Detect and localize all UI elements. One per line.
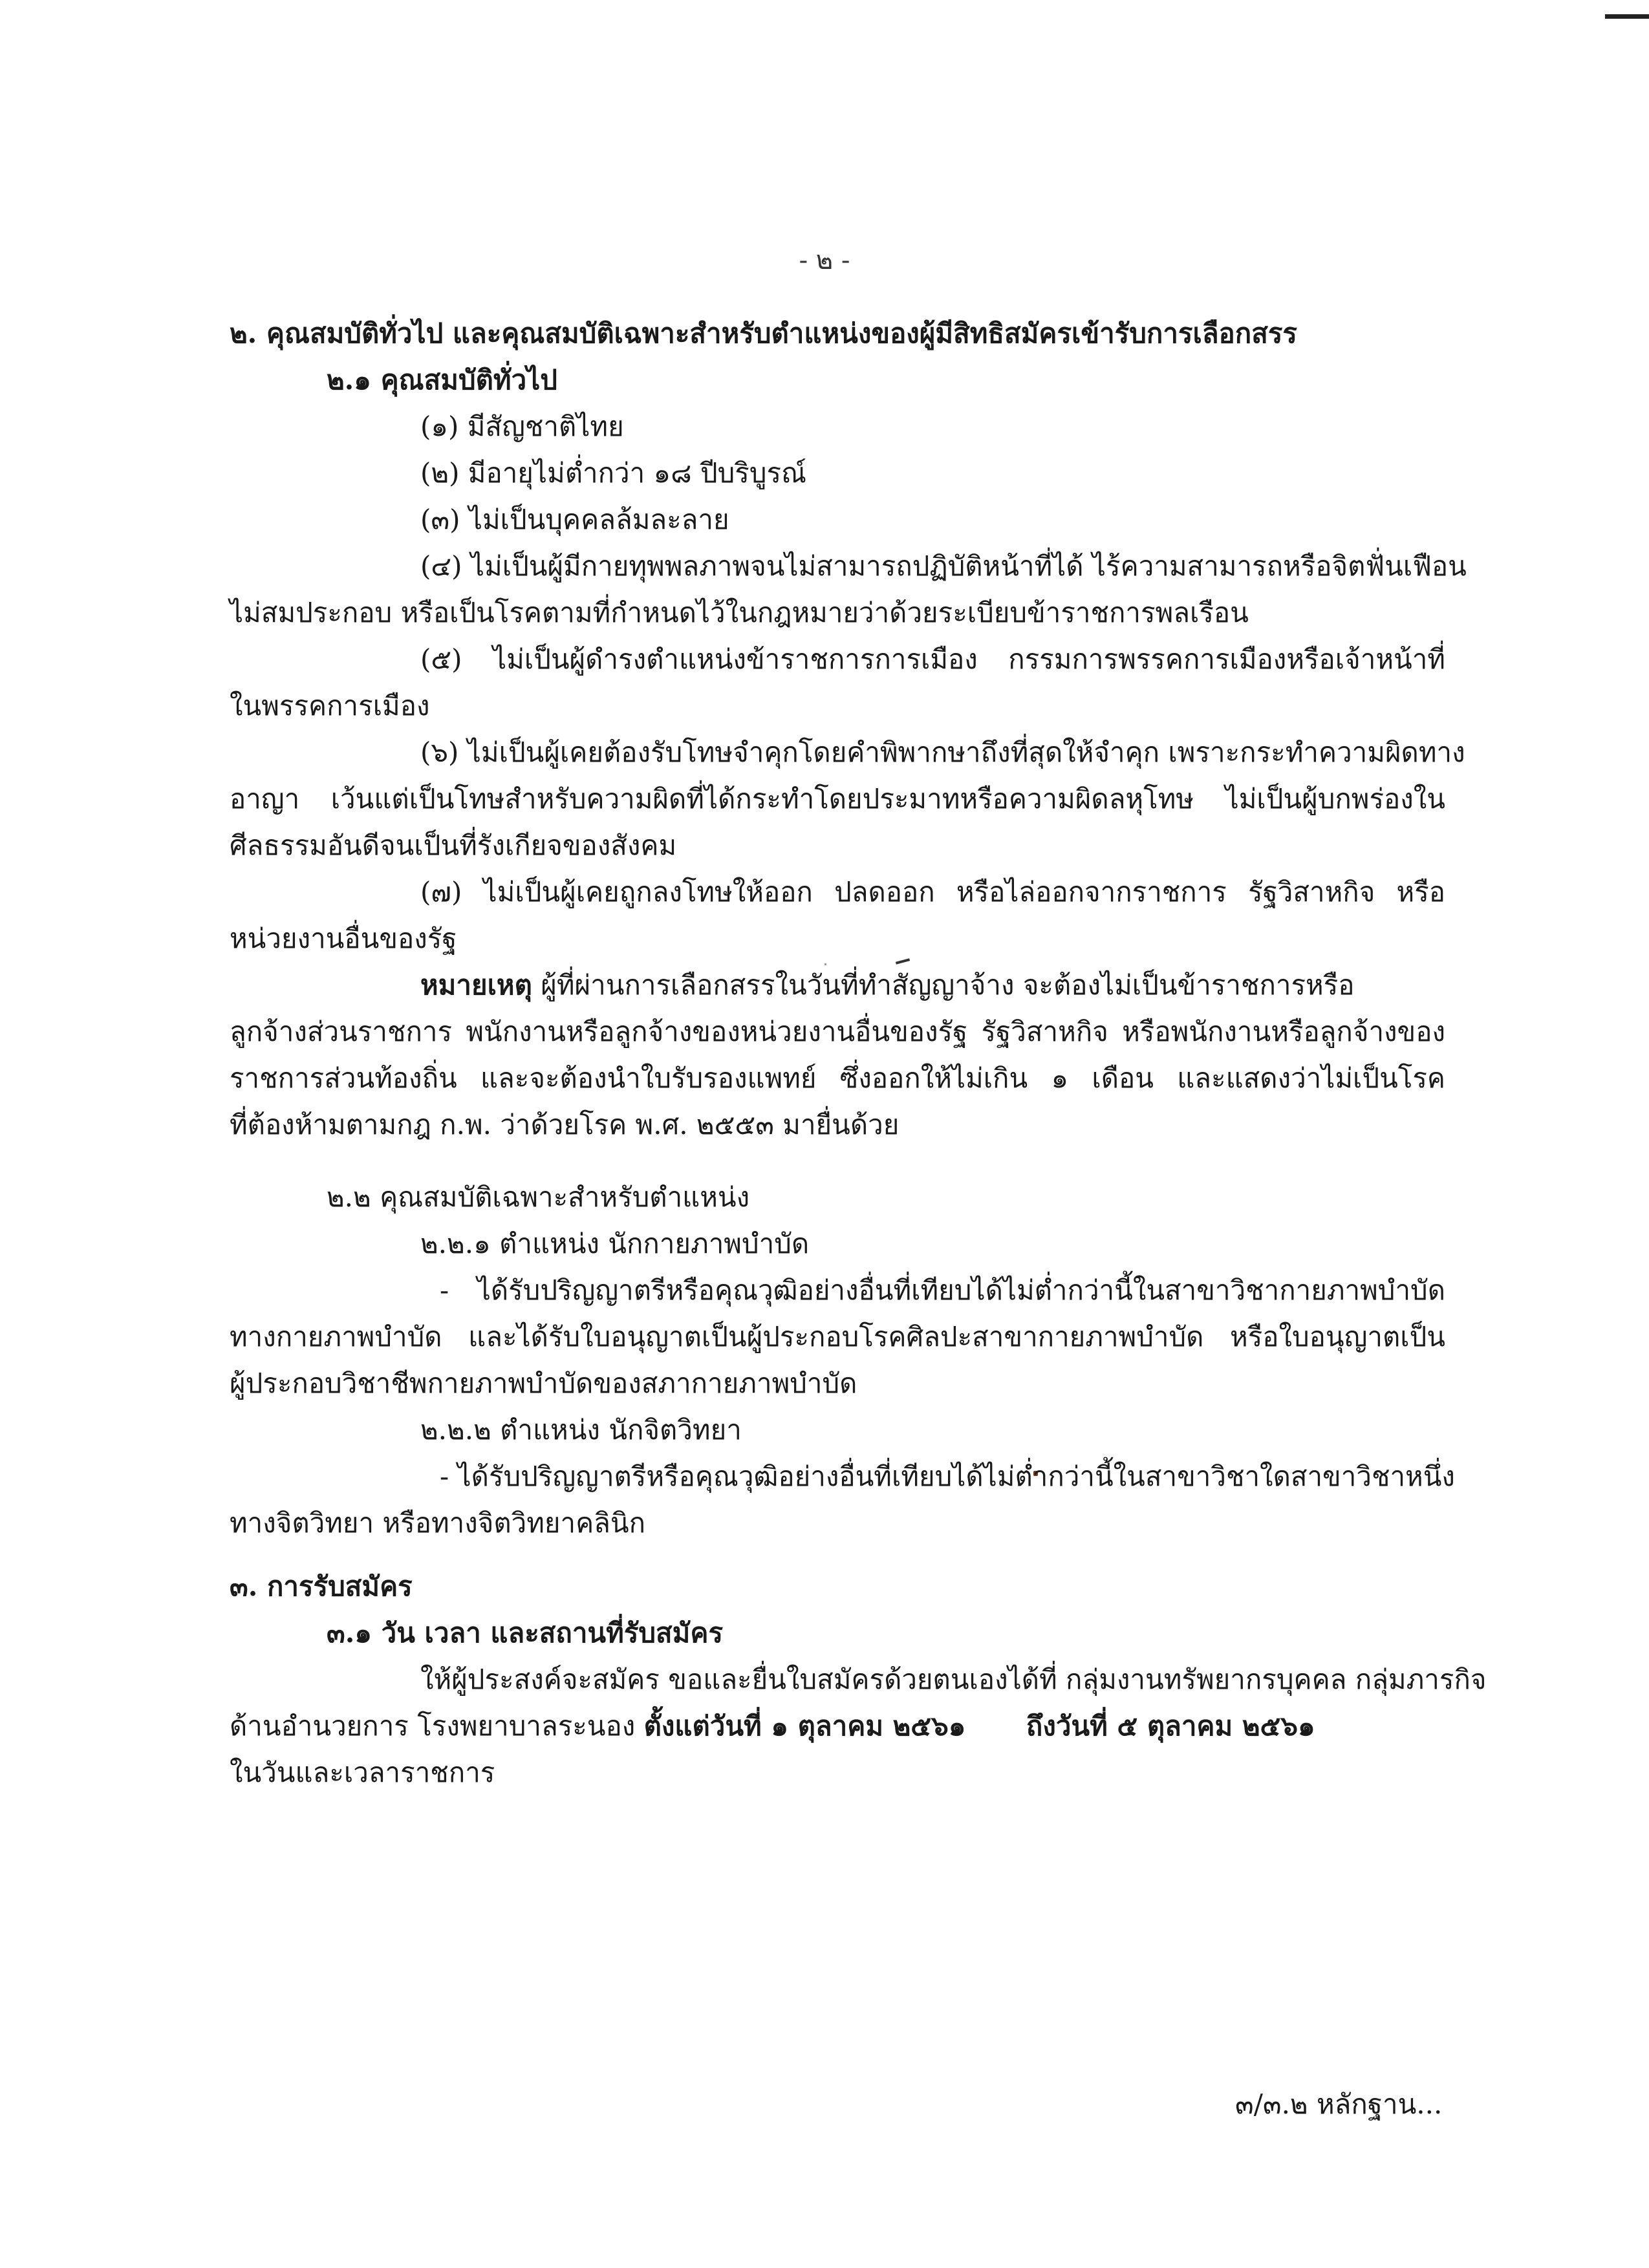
continuation-footer: ๓/๓.๒ หลักฐาน... (1235, 2088, 1443, 2120)
section-2-1-heading: ๒.๑ คุณสมบัติทั่วไป (327, 364, 557, 396)
section-2-2-heading: ๒.๒ คุณสมบัติเฉพาะสำหรับตำแหน่ง (327, 1181, 750, 1213)
note-line: ที่ต้องห้ามตามกฎ ก.พ. ว่าด้วยโรค พ.ศ. ๒๕๕๓ มายื่นด้วย (230, 1109, 900, 1140)
qualification-item-4-cont: ไม่สมประกอบ หรือเป็นโรคตามที่กำหนดไว้ในกฎหมายว่าด้วยระเบียบข้าราชการพลเรือน (230, 597, 1249, 628)
qualification-item-5: (๕) ไม่เป็นผู้ดำรงตำแหน่งข้าราชการการเมือง กรรมการพรรคการเมืองหรือเจ้าหน้าที่ (420, 643, 1445, 675)
application-date-from: ตั้งแต่วันที่ ๑ ตุลาคม ๒๕๖๑ (643, 1710, 966, 1742)
application-location: ด้านอำนวยการ โรงพยาบาลระนอง (230, 1710, 644, 1742)
qualification-item-7: (๗) ไม่เป็นผู้เคยถูกลงโทษให้ออก ปลดออก หรือไล่ออกจากราชการ รัฐวิสาหกิจ หรือ (420, 876, 1445, 908)
document-body (230, 310, 1487, 1796)
position-1-line: ทางกายภาพบำบัด และได้รับใบอนุญาตเป็นผู้ประกอบโรคศิลปะสาขากายภาพบำบัด หรือใบอนุญาตเป็น (230, 1321, 1445, 1353)
note-first-line (230, 962, 1445, 1009)
position-2-line: ทางจิตวิทยา หรือทางจิตวิทยาคลินิก (230, 1507, 646, 1539)
qualification-item-1: (๑) มีสัญชาติไทย (420, 411, 624, 442)
section-3-1-heading: ๓.๑ วัน เวลา และสถานที่รับสมัคร (327, 1617, 724, 1649)
application-line: ให้ผู้ประสงค์จะสมัคร ขอและยื่นใบสมัครด้วยตนเองได้ที่ กลุ่มงานทรัพยากรบุคคล กลุ่มภารกิจ (420, 1664, 1487, 1695)
note-text: ผู้ที่ผ่านการเลือกสรรในวันที่ทำสัญญาจ้าง จะต้องไม่เป็นข้าราชการหรือ (532, 969, 1355, 1001)
qualification-item-7-cont: หน่วยงานอื่นของรัฐ (230, 923, 457, 954)
application-line: ในวันและเวลาราชการ (230, 1757, 495, 1788)
position-1-line: - ได้รับปริญญาตรีหรือคุณวุฒิอย่างอื่นที่เทียบได้ไม่ต่ำกว่านี้ในสาขาวิชากายภาพบำบัด (440, 1274, 1445, 1306)
page-number: - ๒ - (799, 246, 850, 275)
qualification-item-3: (๓) ไม่เป็นบุคคลล้มละลาย (420, 504, 729, 535)
note-line: ราชการส่วนท้องถิ่น และจะต้องนำใบรับรองแพทย์ ซึ่งออกให้ไม่เกิน ๑ เดือน และแสดงว่าไม่เป็นโรค (230, 1062, 1445, 1094)
note-line: ลูกจ้างส่วนราชการ พนักงานหรือลูกจ้างของหน่วยงานอื่นของรัฐ รัฐวิสาหกิจ หรือพนักงานหรือลูกจ้างของ (230, 1016, 1445, 1047)
note-label: หมายเหตุ (420, 969, 532, 1001)
application-date-to: ถึงวันที่ ๕ ตุลาคม ๒๕๖๑ (1026, 1710, 1315, 1742)
qualification-item-6: (๖) ไม่เป็นผู้เคยต้องรับโทษจำคุกโดยคำพิพากษาถึงที่สุดให้จำคุก เพราะกระทำความผิดทาง (420, 736, 1465, 768)
position-1-heading: ๒.๒.๑ ตำแหน่ง นักกายภาพบำบัด (420, 1228, 810, 1259)
position-2-heading: ๒.๒.๒ ตำแหน่ง นักจิตวิทยา (420, 1414, 742, 1446)
qualification-item-2: (๒) มีอายุไม่ต่ำกว่า ๑๘ ปีบริบูรณ์ (420, 457, 807, 489)
qualification-item-6-cont: อาญา เว้นแต่เป็นโทษสำหรับความผิดที่ได้กระทำโดยประมาทหรือความผิดลหุโทษ ไม่เป็นผู้บกพร่องใน (230, 783, 1445, 815)
qualification-item-6-cont: ศีลธรรมอันดีจนเป็นที่รังเกียจของสังคม (230, 829, 677, 861)
position-2-line: - ได้รับปริญญาตรีหรือคุณวุฒิอย่างอื่นที่เทียบได้ไม่ต่ำกว่านี้ในสาขาวิชาใดสาขาวิชาหนึ่ง (440, 1460, 1455, 1492)
qualification-item-4: (๔) ไม่เป็นผู้มีกายทุพพลภาพจนไม่สามารถปฏิบัติหน้าที่ได้ ไร้ความสามารถหรือจิตฟั่นเฟือน (420, 550, 1467, 582)
section-2-heading: ๒. คุณสมบัติทั่วไป และคุณสมบัติเฉพาะสำหรับตำแหน่งของผู้มีสิทธิสมัครเข้ารับการเลือกสรร (230, 317, 1297, 349)
position-1-line: ผู้ประกอบวิชาชีพกายภาพบำบัดของสภากายภาพบำบัด (230, 1367, 857, 1399)
qualification-item-5-cont: ในพรรคการเมือง (230, 690, 430, 722)
application-date-line (230, 1703, 1445, 1749)
section-3-heading: ๓. การรับสมัคร (230, 1570, 413, 1602)
scan-corner-mark (1605, 14, 1649, 19)
